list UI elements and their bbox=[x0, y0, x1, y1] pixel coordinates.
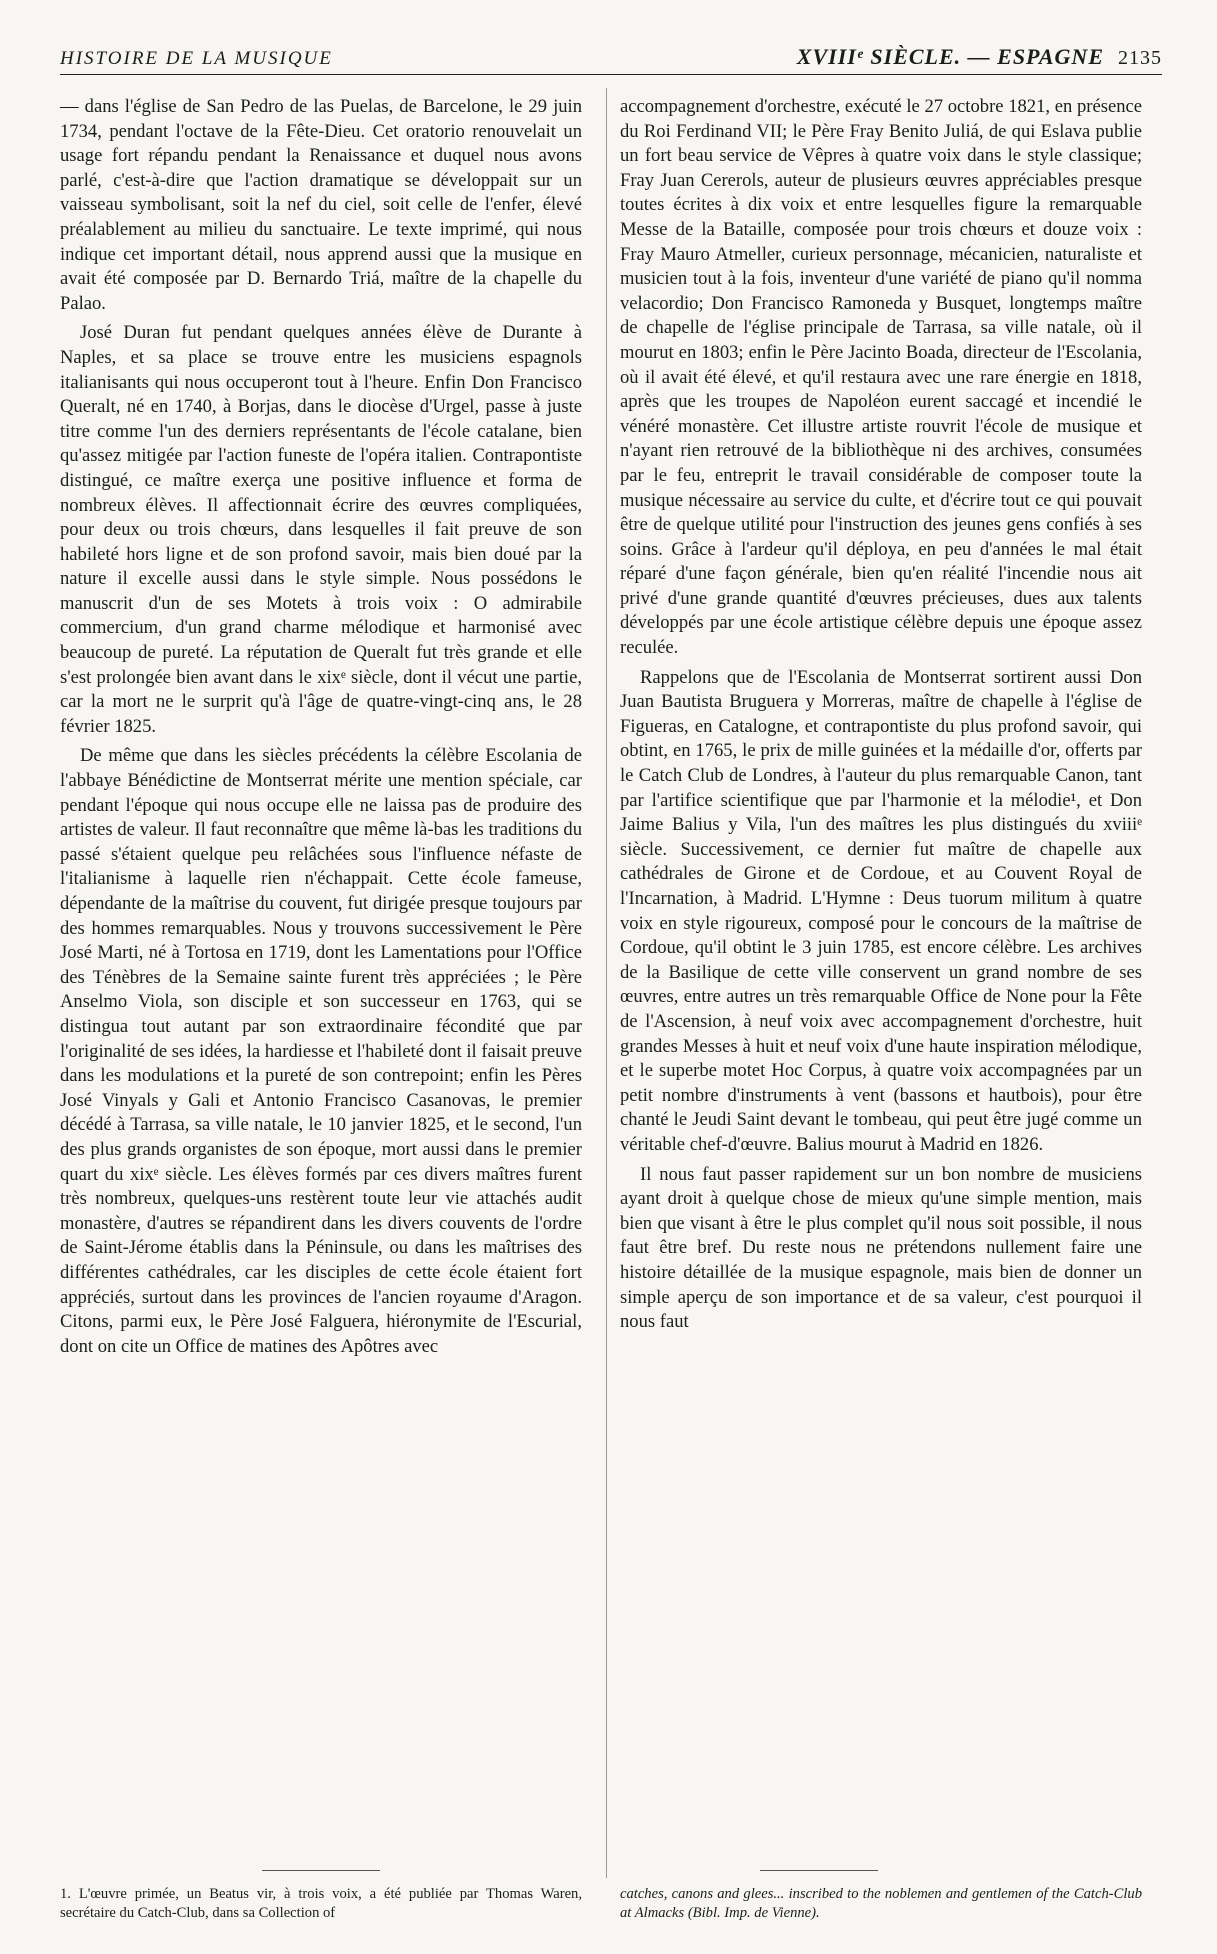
column-divider bbox=[606, 88, 607, 1878]
footnote-rule-left bbox=[262, 1870, 380, 1871]
header-title: HISTOIRE DE LA MUSIQUE bbox=[60, 48, 333, 69]
header-section-label: XVIIIᵉ SIÈCLE. — ESPAGNE bbox=[796, 44, 1104, 69]
left-column bbox=[60, 95, 582, 1359]
header-section bbox=[797, 44, 1162, 70]
footnote-rule-right bbox=[760, 1870, 878, 1871]
right-column bbox=[620, 95, 1142, 1335]
left-paragraph-3: De même que dans les siècles précédents la célèbre Escolania de l'abbaye Bénédictine de Montserrat mérite une mention spéciale, car pendant l'époque qui nous occupe elle ne laissa pas de produire des artistes de valeur. Il faut reconnaître que même là-bas les traditions du passé s'étaient quelque peu relâchées sous l'influence néfaste de l'italianisme à laquelle rien n'échappait. Cette école fameuse, dépendante de la maîtrise du couvent, fut dirigée presque toujours par des hommes remarquables. Nous y trouvons successivement le Père José Marti, né à Tortosa en 1719, dont les Lamentations pour l'Office des Ténèbres de la Semaine sainte furent très appréciées ; le Père Anselmo Viola, son disciple et son successeur en 1763, qui se distingua tout autant par son extraordinaire fécondité que par l'originalité de ses idées, la hardiesse et l'habileté dont il faisait preuve dans les modulations et la pureté de son contrepoint; enfin les Pères José Vinyals y Gali et Antonio Francisco Casanovas, le premier décédé à Tarrasa, sa ville natale, le 10 janvier 1825, et le second, l'un des plus grands organistes de son époque, mort aussi dans le premier quart du xixᵉ siècle. Les élèves formés par ces divers maîtres furent très nombreux, quelques-uns restèrent toute leur vie attachés audit monastère, d'autres se répandirent dans les divers couvents de l'ordre de Saint-Jérome établis dans la Péninsule, ou dans les maîtrises des différentes cathédrales, car les disciples de cette école étaient fort appréciés, surtout dans les provinces de l'ancien royaume d'Aragon. Citons, parmi eux, le Père José Falguera, hiéronymite de l'Escurial, dont on cite un Office de matines des Apôtres avec bbox=[60, 745, 582, 1357]
footnote-left: 1. L'œuvre primée, un Beatus vir, à trois voix, a été publiée par Thomas Waren, secrétaire du Catch-Club, dans sa Collection of bbox=[60, 1886, 582, 1921]
left-paragraph-2: José Duran fut pendant quelques années élève de Durante à Naples, et sa place se trouve entre les musiciens espagnols italianisants qui nous occuperont tout à l'heure. Enfin Don Francisco Queralt, né en 1740, à Borjas, dans le diocèse d'Urgel, passe à juste titre comme l'un des derniers représentants de l'école catalane, bien qu'assez mitigée par l'action funeste de l'opéra italien. Contrapontiste distingué, ce maître exerça une positive influence et forma de nombreux élèves. Il affectionnait écrire des œuvres compliquées, pour deux ou trois chœurs, dans lesquelles il fait preuve de son habileté hors ligne et de son profond savoir, mais bien doué par la nature il excelle aussi dans le style simple. Nous possédons le manuscrit d'un de ses Motets à trois voix : O admirabile commercium, d'un grand charme mélodique et harmonisé avec beaucoup de pureté. La réputation de Queralt fut très grande et elle s'est prolongée bien avant dans le xixᵉ siècle, dont il vécut une partie, car la mort ne le surprit qu'à l'âge de quatre-vingt-cinq ans, le 28 février 1825. bbox=[60, 322, 582, 737]
running-header bbox=[60, 44, 1162, 75]
left-paragraph-1: — dans l'église de San Pedro de las Puelas, de Barcelone, le 29 juin 1734, pendant l'octave de la Fête-Dieu. Cet oratorio renouvelait un usage fort répandu pendant la Renaissance et duquel nous avons parlé, c'est-à-dire que l'action dramatique se développait sur un vaisseau symbolisant, soit la nef du ciel, soit celle de l'enfer, élevé préalablement au milieu du sanctuaire. Le texte imprimé, qui nous indique cet important détail, nous apprend aussi que la musique en avait été composée par D. Bernardo Triá, maître de la chapelle du Palao. bbox=[60, 96, 582, 314]
right-paragraph-3: Il nous faut passer rapidement sur un bon nombre de musiciens ayant droit à quelque chose de mieux qu'une simple mention, mais bien que visant à être le plus complet qu'il nous soit possible, il nous faut être bref. Du reste nous ne prétendons nullement faire une histoire détaillée de la musique espagnole, mais bien de donner un simple aperçu de son importance et de sa valeur, c'est pourquoi il nous faut bbox=[620, 1163, 1142, 1333]
right-paragraph-1: accompagnement d'orchestre, exécuté le 27 octobre 1821, en présence du Roi Ferdinand VII; le Père Fray Benito Juliá, de qui Eslava publie un fort beau service de Vêpres à quatre voix dans le style classique; Fray Juan Cererols, auteur de plusieurs œuvres appréciables presque toutes écrites à dix voix et entre lesquelles figure la remarquable Messe de la Bataille, composée pour trois chœurs et douze voix : Fray Mauro Atmeller, curieux personnage, mécanicien, naturaliste et musicien tout à la fois, inventeur d'une variété de piano qu'il nomma velacordio; Don Francisco Ramoneda y Busquet, longtemps maître de chapelle de l'église principale de Tarrasa, sa ville natale, où il mourut en 1803; enfin le Père Jacinto Boada, directeur de l'Escolania, où il avait été élevé, et qu'il restaura avec une rare énergie en 1818, après que les troupes de Napoléon eurent saccagé et incendié le vénéré monastère. Cet illustre artiste rouvrit l'école de musique et n'ayant rien retrouvé de la bibliothèque ni des archives, consumées par le feu, entreprit le travail considérable de composer toute la musique nécessaire au service du culte, et d'écrire tout ce qui pouvait être de quelque utilité pour l'instruction des jeunes gens confiés à ses soins. Grâce à l'ardeur qu'il déploya, en peu d'années le mal était réparé d'une façon générale, bien qu'en réalité l'incendie nous ait privé d'une grande quantité d'œuvres précieuses, dues aux talents développés par une école artistique célèbre depuis une époque assez reculée. bbox=[620, 96, 1142, 659]
page-number: 2135 bbox=[1118, 47, 1162, 69]
right-paragraph-2: Rappelons que de l'Escolania de Montserrat sortirent aussi Don Juan Bautista Bruguera y Morreras, maître de chapelle à l'église de Figueras, en Catalogne, et contrapontiste du plus profond savoir, qui obtint, en 1765, le prix de mille guinées et la médaille d'or, offerts par le Catch Club de Londres, à l'auteur du plus remarquable Canon, tant par l'artifice scientifique que par l'harmonie et la mélodie¹, et Don Jaime Balius y Vila, l'un des maîtres les plus distingués du xviiiᵉ siècle. Successivement, ce dernier fut maître de chapelle aux cathédrales de Girone et de Cordoue, et au Couvent Royal de l'Incarnation, à Madrid. L'Hymne : Deus tuorum militum à quatre voix en style rigoureux, composé pour le concours de la maîtrise de Cordoue, qu'il obtint le 3 juin 1785, est encore célèbre. Les archives de la Basilique de cette ville conservent un grand nombre de ses œuvres, entre autres un très remarquable Office de None pour la Fête de l'Ascension, à neuf voix avec accompagnement d'orchestre, huit grandes Messes à huit et neuf voix d'une haute inspiration mélodique, et le superbe motet Hoc Corpus, à quatre voix accompagnées par un petit nombre d'instruments à vent (bassons et hautbois), pour être chanté le Jeudi Saint devant le tombeau, qui peut être jugé comme un véritable chef-d'œuvre. Balius mourut à Madrid en 1826. bbox=[620, 666, 1142, 1155]
footnote-right: catches, canons and glees... inscribed to the noblemen and gentlemen of the Catch-Club at Almacks (Bibl. Imp. de Vienne). bbox=[620, 1886, 1142, 1921]
